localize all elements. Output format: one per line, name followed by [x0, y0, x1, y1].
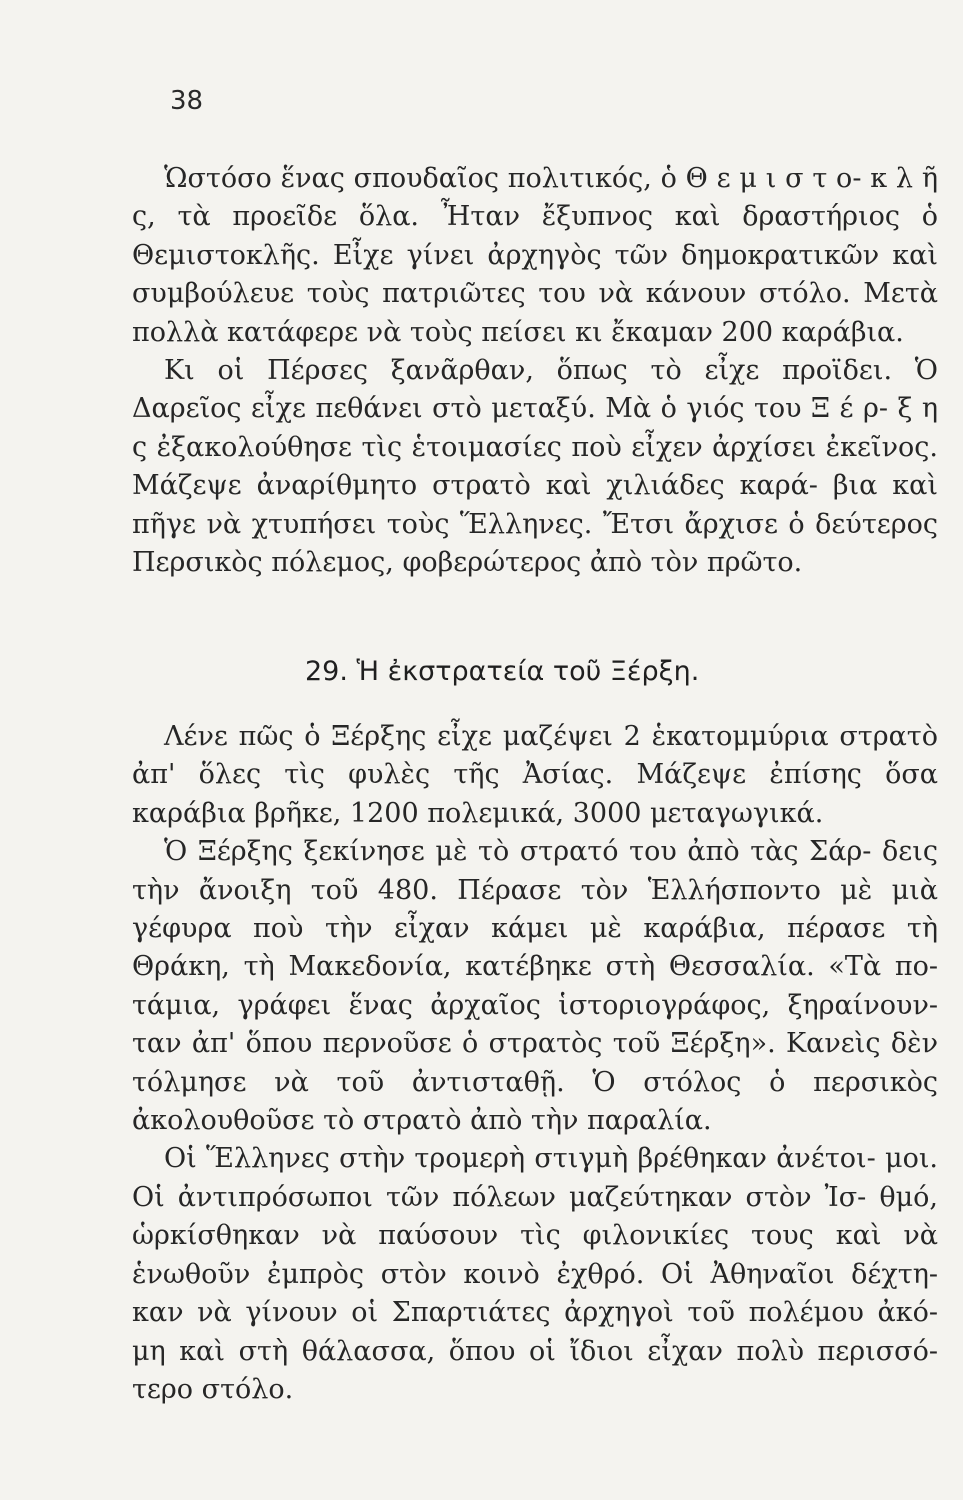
section-2-text: [132, 718, 938, 1409]
paragraph: Λένε πῶς ὁ Ξέρξης εἶχε μαζέψει 2 ἑκατομμύρια στρατὸ ἀπ' ὅλες τὶς φυλὲς τῆς Ἀσίας. Μάζεψε ἐπίσης ὅσα καράβια βρῆκε, 1200 πολεμικά, 3000 μεταγωγικά.: [132, 721, 938, 829]
paragraph: Ὁ Ξέρξης ξεκίνησε μὲ τὸ στρατό του ἀπὸ τὰς Σάρ- δεις τὴν ἄνοιξη τοῦ 480. Πέρασε τὸν Ἑλλήσποντο μὲ μιὰ γέφυρα ποὺ τὴν εἶχαν κάμει μὲ καράβια, πέρασε τὴ Θράκη, τὴ Μακεδονία, κατέβηκε στὴ Θεσσαλία. «Τὰ πο- τάμια, γράφει ἕνας ἀρχαῖος ἱστοριογράφος, ξηραίνουν- ταν ἀπ' ὅπου περνοῦσε ὁ στρατὸς τοῦ Ξέρξη». Κανεὶς δὲν τόλμησε νὰ τοῦ ἀντισταθῇ. Ὁ στόλος ὁ περσικὸς ἀκολουθοῦσε τὸ στρατὸ ἀπὸ τὴν παραλία.: [132, 836, 938, 1137]
section-1-text: [132, 160, 938, 582]
paragraph: Ὡστόσο ἕνας σπουδαῖος πολιτικός, ὁ Θ ε μ ι σ τ ο- κ λ ῆ ς, τὰ προεῖδε ὅλα. Ἦταν ἔξυπνος καὶ δραστήριος ὁ Θεμιστοκλῆς. Εἶχε γίνει ἀρχηγὸς τῶν δημοκρατικῶν καὶ συμβούλευε τοὺς πατριῶτες του νὰ κάνουν στόλο. Μετὰ πολλὰ κατάφερε νὰ τοὺς πείσει κι ἔκαμαν 200 καράβια.: [132, 163, 938, 348]
paragraph: Κι οἱ Πέρσες ξανᾶρθαν, ὅπως τὸ εἶχε προϊδει. Ὁ Δαρεῖος εἶχε πεθάνει στὸ μεταξύ. Μὰ ὁ γιός του Ξ έ ρ- ξ η ς ἐξακολούθησε τὶς ἑτοιμασίες ποὺ εἶχεν ἀρχίσει ἐκεῖνος. Μάζεψε ἀναρίθμητο στρατὸ καὶ χιλιάδες καρά- βια καὶ πῆγε νὰ χτυπήσει τοὺς Ἕλληνες. Ἔτσι ἄρχισε ὁ δεύτερος Περσικὸς πόλεμος, φοβερώτερος ἀπὸ τὸν πρῶτο.: [132, 355, 938, 579]
paragraph: Οἱ Ἕλληνες στὴν τρομερὴ στιγμὴ βρέθηκαν ἀνέτοι- μοι. Οἱ ἀντιπρόσωποι τῶν πόλεων μαζεύτηκαν στὸν Ἰσ- θμό, ὡρκίσθηκαν νὰ παύσουν τὶς φιλονικίες τους καὶ νὰ ἑνωθοῦν ἐμπρὸς στὸν κοινὸ ἐχθρό. Οἱ Ἀθηναῖοι δέχτη- καν νὰ γίνουν οἱ Σπαρτιάτες ἀρχηγοὶ τοῦ πολέμου ἀκό- μη καὶ στὴ θάλασσα, ὅπου οἱ ἴδιοι εἶχαν πολὺ περισσό- τερο στόλο.: [132, 1143, 938, 1405]
section-heading: 29. Ἡ ἐκστρατεία τοῦ Ξέρξη.: [305, 656, 700, 687]
page-number: 38: [170, 86, 204, 116]
